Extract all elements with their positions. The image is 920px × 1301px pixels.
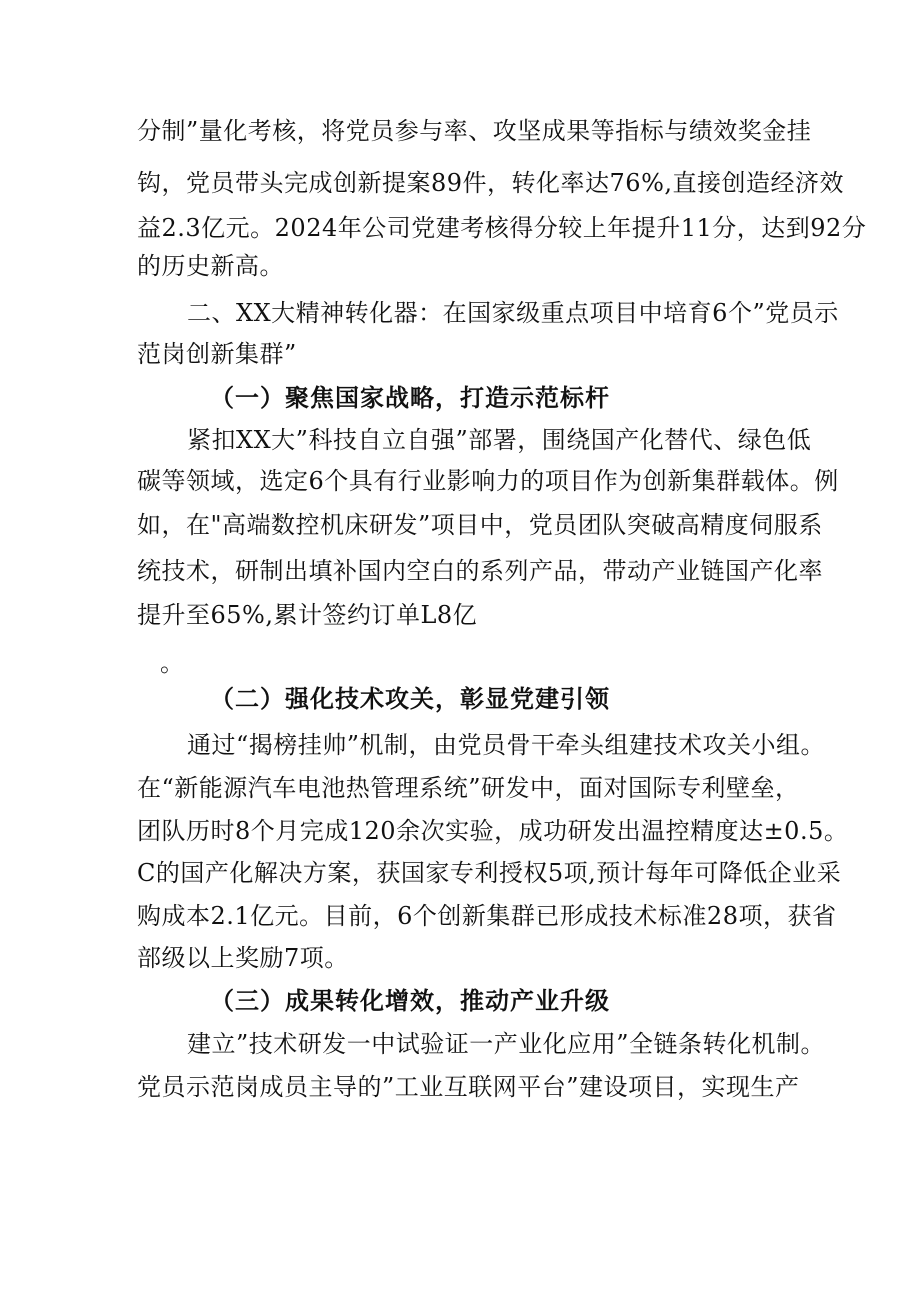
- paragraph-line: 的历史新高。: [137, 252, 284, 280]
- paragraph-line: 购成本2.1亿元。目前，6个创新集群已形成技术标准28项，获省: [137, 902, 837, 930]
- paragraph-line: 钩，党员带头完成创新提案89件，转化率达76%,直接创造经济效: [137, 169, 845, 197]
- paragraph-line: 团队历时8个月完成120余次实验，成功研发出温控精度达±0.5。: [137, 817, 849, 845]
- subsection-heading: （二）强化技术攻关，彰显党建引领: [210, 684, 610, 713]
- paragraph-line: 统技术，研制出填补国内空白的系列产品，带动产业链国产化率: [137, 557, 823, 585]
- paragraph-line: 如，在"高端数控机床研发”项目中，党员团队突破高精度伺服系: [137, 511, 823, 539]
- paragraph-line: 碳等领域，选定6个具有行业影响力的项目作为创新集群载体。例: [137, 467, 839, 495]
- paragraph-line: 提升至65%,累计签约订单L8亿: [137, 601, 478, 629]
- subsection-heading: （一）聚焦国家战略，打造示范标杆: [210, 383, 610, 412]
- paragraph-line: 益2.3亿元。2024年公司党建考核得分较上年提升11分，达到92分: [137, 214, 867, 242]
- section-title: 范岗创新集群”: [137, 340, 297, 368]
- paragraph-line: 在“新能源汽车电池热管理系统”研发中，面对国际专利壁垒，: [137, 774, 800, 802]
- subsection-heading: （三）成果转化增效，推动产业升级: [210, 986, 610, 1015]
- paragraph-line: 建立”技术研发一中试验证一产业化应用”全链条转化机制。: [187, 1030, 826, 1058]
- paragraph-line: 分制”量化考核，将党员参与率、攻坚成果等指标与绩效奖金挂: [137, 117, 812, 145]
- paragraph-line: 。: [160, 649, 185, 677]
- paragraph-line: 通过“揭榜挂帅”机制，由党员骨干牵头组建技术攻关小组。: [187, 731, 826, 759]
- paragraph-line: 党员示范岗成员主导的”工业互联网平台”建设项目，实现生产: [137, 1073, 800, 1101]
- paragraph-line: 部级以上奖励7项。: [137, 944, 349, 972]
- section-title: 二、XX大精神转化器：在国家级重点项目中培育6个”党员示: [187, 299, 839, 327]
- paragraph-line: 紧扣XX大”科技自立自强”部署，围绕国产化替代、绿色低: [187, 426, 812, 454]
- paragraph-line: C的国产化解决方案，获国家专利授权5项,预计每年可降低企业采: [137, 859, 842, 887]
